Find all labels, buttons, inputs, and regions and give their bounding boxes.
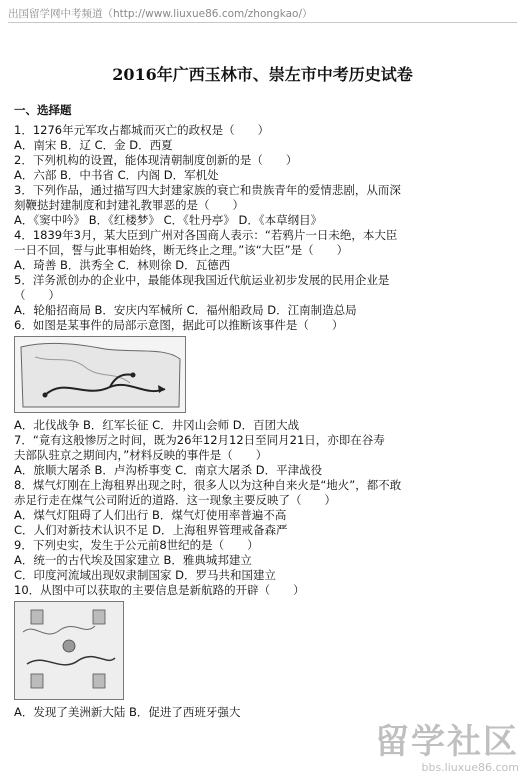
question-4-line-2: 一日不回，誓与此事相始终，断无终止之理。”该“大臣”是（ ） bbox=[14, 243, 349, 257]
question-3-options: A．《窦中吟》 B．《红楼梦》 C．《牡丹亭》 D．《本草纲目》 bbox=[14, 213, 323, 227]
exam-content bbox=[14, 103, 512, 720]
figure-sketch bbox=[15, 602, 123, 699]
question-4-line-1: 4．1839年3月，某大臣到广州对各国商人表示：“若鸦片一日未绝，本大臣 bbox=[14, 228, 398, 242]
question-10: 10．从图中可以获取的主要信息是新航路的开辟（ ） bbox=[14, 583, 305, 597]
page-header: 出国留学网中考频道（http://www.liuxue86.com/zhongkao/） bbox=[8, 8, 313, 20]
question-3-line-2: 刻鞭挞封建制度和封建礼教罪恶的是（ ） bbox=[14, 198, 244, 212]
question-5-options: A．轮船招商局 B．安庆内军械所 C．福州船政局 D．江南制造总局 bbox=[14, 303, 357, 317]
question-9-options-1: A．统一的古代埃及国家建立 B．雅典城邦建立 bbox=[14, 553, 252, 567]
question-1: 1．1276年元军攻占都城而灭亡的政权是（ ） bbox=[14, 123, 270, 137]
question-9: 9．下列史实，发生于公元前8世纪的是（ ） bbox=[14, 538, 259, 552]
question-7-line-1: 7．“竟有这般惨厉之时间，既为26年12月12日至同月21日，亦即在谷寿 bbox=[14, 433, 385, 447]
watermark-logo-text: 留学社区 bbox=[375, 722, 519, 762]
question-2: 2．下列机构的设置，能体现清朝制度创新的是（ ） bbox=[14, 153, 298, 167]
question-4-options: A．琦善 B．洪秀全 C．林则徐 D．瓦德西 bbox=[14, 258, 231, 272]
map-sketch bbox=[15, 337, 185, 412]
question-1-options: A．南宋 B．辽 C．金 D．西夏 bbox=[14, 138, 173, 152]
question-9-options-2: C．印度河流域出现奴隶制国家 D．罗马共和国建立 bbox=[14, 568, 277, 582]
watermark-url: bbs.liuxue86.com bbox=[421, 761, 519, 774]
question-8-options-1: A．煤气灯阻碍了人们出行 B．煤气灯使用率普遍不高 bbox=[14, 508, 287, 522]
question-7-line-2: 夫部队驻京之期间内，”材料反映的事件是（ ） bbox=[14, 448, 268, 462]
question-10-options: A．发现了美洲新大陆 B．促进了西班牙强大 bbox=[14, 705, 241, 719]
route-map-figure bbox=[14, 336, 186, 413]
voyage-figure bbox=[14, 601, 124, 700]
section-heading: 一、选择题 bbox=[14, 103, 72, 117]
site-watermark bbox=[375, 723, 519, 774]
question-5-line-1: 5．洋务派创办的企业中，最能体现我国近代航运业初步发展的民用企业是 bbox=[14, 273, 390, 287]
question-7-options: A．旅顺大屠杀 B．卢沟桥事变 C．南京大屠杀 D．平津战役 bbox=[14, 463, 323, 477]
question-8-line-1: 8．煤气灯刚在上海租界出现之时，很多人以为这种自来火是“地火”，都不敢 bbox=[14, 478, 402, 492]
question-3-line-1: 3．下列作品，通过描写四大封建家族的衰亡和贵族青年的爱情悲剧，从而深 bbox=[14, 183, 401, 197]
question-8-options-2: C．人们对新技术认识不足 D．上海租界管理戒备森严 bbox=[14, 523, 288, 537]
question-6: 6．如图是某事件的局部示意图，据此可以推断该事件是（ ） bbox=[14, 318, 344, 332]
question-2-options: A．六部 B．中书省 C．内阁 D．军机处 bbox=[14, 168, 219, 182]
question-6-options: A．北伐战争 B．红军长征 C．井冈山会师 D．百团大战 bbox=[14, 418, 300, 432]
question-5-line-2: （ ） bbox=[14, 288, 60, 302]
exam-title: 2016年广西玉林市、崇左市中考历史试卷 bbox=[112, 65, 413, 84]
header-divider bbox=[8, 22, 517, 23]
question-8-line-2: 赤足行走在煤气公司附近的道路．这一现象主要反映了（ ） bbox=[14, 493, 336, 507]
